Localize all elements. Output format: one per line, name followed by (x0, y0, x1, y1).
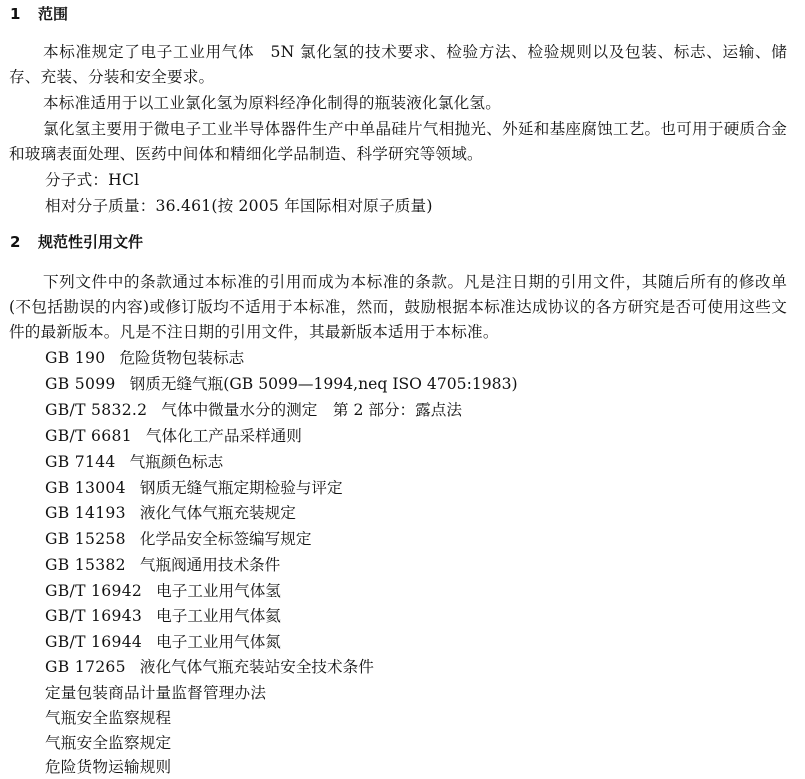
scope-paragraph-1: 本标准规定了电子工业用气体 5N 氯化氢的技术要求、检验方法、检验规则以及包装、标志、运输、储存、充装、分装和安全要求。 (9, 43, 787, 86)
regulation-item: 危险货物运输规则 (45, 758, 172, 776)
reference-item (45, 527, 311, 551)
reference-code: GB/T 16944 (45, 633, 143, 651)
reference-item (45, 604, 281, 628)
reference-item (45, 450, 223, 474)
reference-item (45, 501, 296, 525)
reference-code: GB 7144 (45, 453, 116, 471)
reference-code: GB/T 16943 (45, 607, 143, 625)
reference-title: 气瓶颜色标志 (129, 453, 224, 471)
reference-title: 钢质无缝气瓶定期检验与评定 (139, 479, 343, 497)
reference-title: 电子工业用气体氮 (156, 633, 281, 651)
reference-title: 液化气体气瓶充装站安全技术条件 (139, 658, 374, 676)
reference-title: 钢质无缝气瓶(GB 5099—1994,neq ISO 4705:1983) (129, 375, 518, 393)
reference-code: GB/T 16942 (45, 582, 143, 600)
regulation-item: 气瓶安全监察规定 (45, 734, 172, 752)
reference-code: GB 15382 (45, 556, 126, 574)
section-1-heading (10, 4, 68, 24)
reference-code: GB/T 5832.2 (45, 401, 148, 419)
molecular-formula: 分子式：HCl (45, 171, 140, 189)
section-2-heading (10, 232, 143, 252)
reference-code: GB 15258 (45, 530, 126, 548)
regulation-item: 定量包装商品计量监督管理办法 (45, 684, 267, 702)
reference-title: 气瓶阀通用技术条件 (139, 556, 281, 574)
reference-title: 气体化工产品采样通则 (145, 427, 302, 445)
reference-title: 电子工业用气体氦 (156, 607, 281, 625)
reference-title: 危险货物包装标志 (119, 349, 245, 367)
reference-code: GB 14193 (45, 504, 126, 522)
section-2-number: 2 (10, 233, 21, 251)
reference-item (45, 372, 518, 396)
section-2-title: 规范性引用文件 (38, 233, 144, 251)
reference-item (45, 553, 280, 577)
section-1-number: 1 (10, 5, 21, 23)
reference-item (45, 346, 244, 370)
reference-title: 电子工业用气体氢 (156, 582, 281, 600)
reference-title: 化学品安全标签编写规定 (139, 530, 312, 548)
reference-item (45, 655, 374, 679)
regulation-item: 气瓶安全监察规程 (45, 709, 172, 727)
reference-item (45, 476, 343, 500)
reference-item (45, 630, 281, 654)
reference-code: GB/T 6681 (45, 427, 132, 445)
relative-molecular-mass: 相对分子质量：36.461(按 2005 年国际相对原子质量) (45, 197, 433, 215)
reference-title: 气体中微量水分的测定 第 2 部分：露点法 (161, 401, 462, 419)
reference-item (45, 398, 462, 422)
reference-item (45, 579, 281, 603)
reference-code: GB 17265 (45, 658, 126, 676)
reference-code: GB 5099 (45, 375, 116, 393)
scope-paragraph-3: 氯化氢主要用于微电子工业半导体器件生产中单晶硅片气相抛光、外延和基座腐蚀工艺。也可用于硬质合金和玻璃表面处理、医药中间体和精细化学品制造、科学研究等领域。 (9, 120, 787, 163)
references-intro-paragraph: 下列文件中的条款通过本标准的引用而成为本标准的条款。凡是注日期的引用文件，其随后所有的修改单(不包括勘误的内容)或修订版均不适用于本标准，然而，鼓励根据本标准达成协议的各方研究是否可使用这些文件的最新版本。凡是不注日期的引用文件，其最新版本适用于本标准。 (9, 273, 787, 341)
section-1-title: 范围 (38, 5, 69, 23)
reference-item (45, 424, 302, 448)
reference-title: 液化气体气瓶充装规定 (139, 504, 296, 522)
scope-paragraph-2: 本标准适用于以工业氯化氢为原料经净化制得的瓶装液化氯化氢。 (43, 94, 502, 112)
reference-code: GB 190 (45, 349, 106, 367)
reference-code: GB 13004 (45, 479, 126, 497)
